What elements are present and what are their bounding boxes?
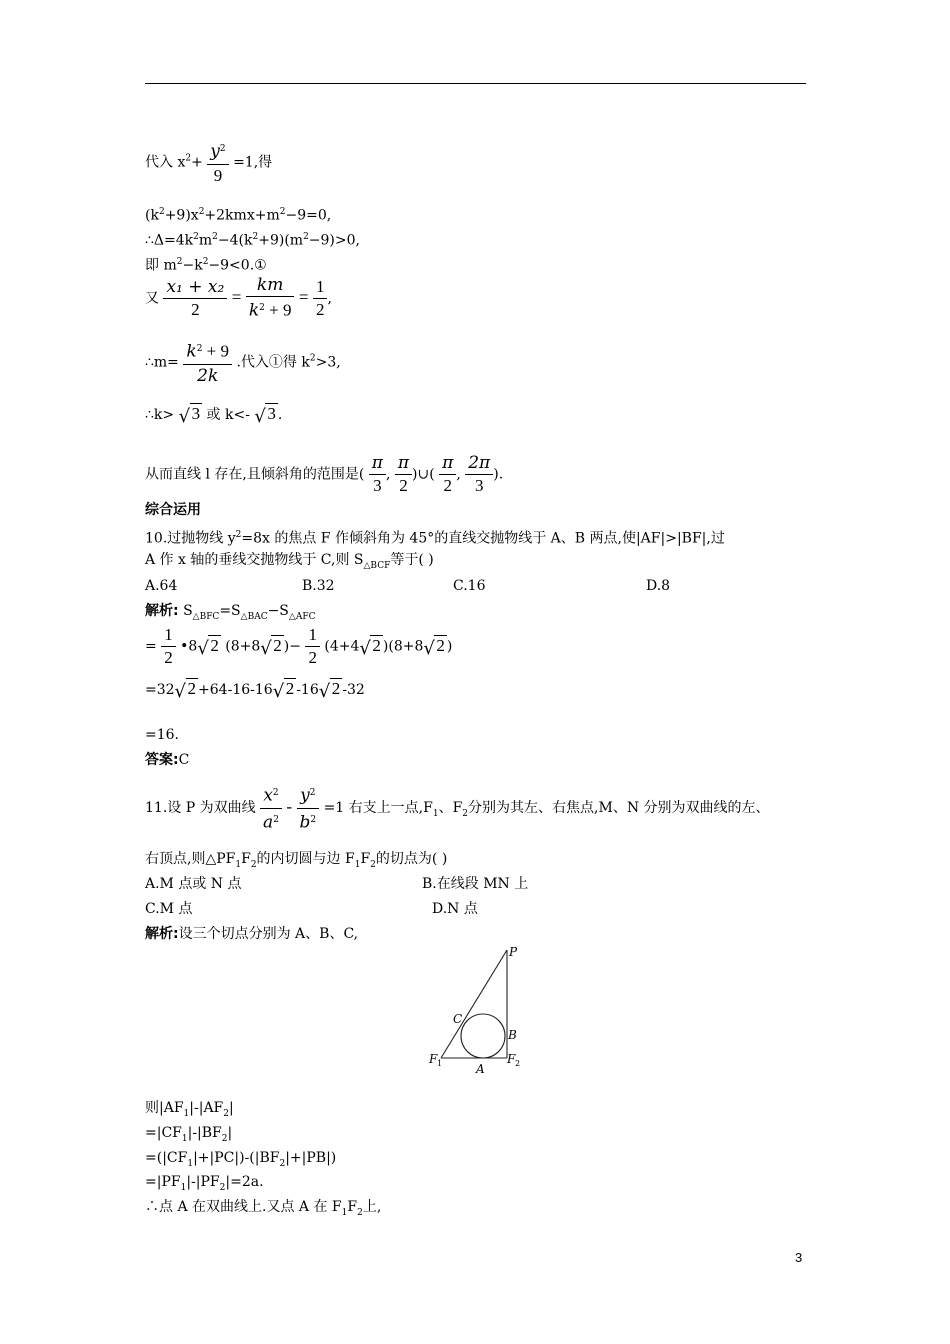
q11-option-b: B.在线段 MN 上 (422, 876, 529, 892)
incircle-figure (425, 942, 525, 1077)
line-equation: $(k^2+9)x^2+2kmx+m^2-9=0$, (145, 207, 332, 224)
q10-option-c: C.16 (453, 578, 486, 594)
q11-option-a: A.M 点或 N 点 (145, 876, 242, 892)
q10-line2: A 作 x 轴的垂线交抛物线于 C,则 $S_{\triangle BCF}$等于( ) (145, 552, 434, 571)
label-f2: F (507, 1052, 516, 1066)
q10-answer: 答案:C (145, 752, 190, 768)
label-a: A (476, 1062, 485, 1076)
label-b: B (508, 1028, 517, 1042)
q10-solution: 解析: $S_{\triangle BFC}=S_{\triangle BAC}-S_{\triangle AFC}$ (145, 603, 316, 622)
q10-result: =16. (145, 727, 179, 743)
q10-expression-1: = $\frac{1}{2}$ •8√ 2 (8+8√ 2 )− $\frac{1}{2}$ (4+4√ 2 )(8+8√ 2 ) (145, 624, 452, 669)
q11-work-1: 则$|AF_1|-|AF_2|$ (145, 1100, 234, 1119)
line-substitute: 代入 $x^2+$ $\frac{y^2}{9}$ =1,得 (145, 138, 272, 187)
q11-work-3: $=(|CF_1|+|PC|)-(|BF_2|+|PB|)$ (145, 1150, 337, 1169)
line-angle-range: 从而直线 l 存在,且倾斜角的范围是( $\frac{\pi}{3}$ , $\frac{\pi}{2}$ )∪( $\frac{\pi}{2}$ , $\frac{2\pi}{3}$ ). (145, 453, 504, 495)
q11-work-2: $=|CF_1|-|BF_2|$ (145, 1125, 233, 1144)
q11-solution: 解析:设三个切点分别为 A、B、C, (145, 926, 359, 942)
line-inequality: 即 $m^2-k^2-9<0.①$ (145, 257, 267, 274)
q11-option-d: D.N 点 (432, 901, 478, 917)
q11-line2: 右顶点,则$\triangle PF_1F_2$的内切圆与边 $F_1F_2$的切点为( ) (145, 851, 448, 870)
q10-option-d: D.8 (646, 578, 671, 594)
page-number: 3 (795, 1250, 803, 1265)
q11-work-4: $=|PF_1|-|PF_2|=2a$. (145, 1174, 264, 1193)
line-k-range: ∴k> √ 3 或 k<- √ 3 . (145, 405, 282, 424)
q11-option-c: C.M 点 (145, 901, 193, 917)
label-c: C (453, 1012, 463, 1026)
svg-text:2: 2 (515, 1059, 521, 1068)
q10-expression-2: =32√ 2 +64-16-16√ 2 -16√ 2 -32 (145, 680, 365, 699)
section-heading: 综合运用 (145, 502, 201, 518)
line-discriminant: $\therefore\Delta=4k^2m^2-4(k^2+9)(m^2-9)>0$, (145, 232, 360, 249)
line-m-value: ∴m= $\frac{k^2 + 9}{2k}$ .代入①得 $k^2>3$, (145, 338, 341, 387)
q11-line1: 11.设 P 为双曲线 $\frac{x^2}{a^2}$ - $\frac{y^2}{b^2}$ =1 右支上一点$,F_1$、$F_2$分别为其左、右焦点,M、N 分别为双曲线的左、 (145, 782, 770, 834)
label-p: P (509, 945, 518, 959)
line-midpoint: 又 $\frac{\text{x₁ + x₂}}{2}$ = $\frac{km}{k^2 + 9}$ = $\frac{1}{2}$ , (145, 275, 332, 321)
q10-line1: 10.过抛物线 $y^2=8x$ 的焦点 F 作倾斜角为 45°的直线交抛物线于 A、B 两点,使|AF|>|BF|,过 (145, 530, 725, 547)
svg-text:1: 1 (437, 1059, 443, 1068)
q10-option-a: A.64 (145, 578, 178, 594)
label-f1: F (429, 1052, 438, 1066)
header-rule (145, 83, 806, 84)
q10-option-b: B.32 (302, 578, 335, 594)
q11-work-5: ∴点 A 在双曲线上.又点 A 在 $F_1F_2$上, (145, 1199, 382, 1218)
